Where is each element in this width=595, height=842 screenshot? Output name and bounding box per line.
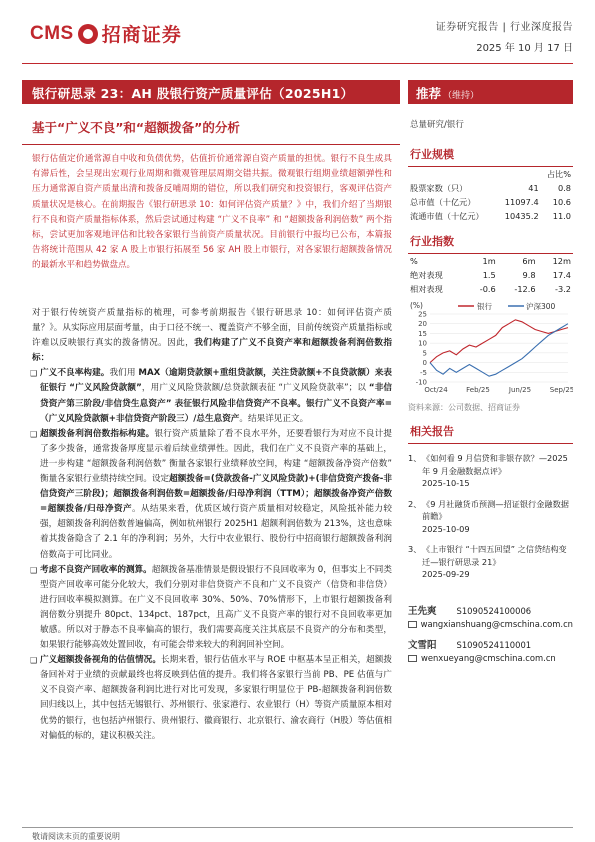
email-icon bbox=[408, 655, 417, 662]
legend-label-bank: 银行 bbox=[477, 302, 492, 311]
analyst-1: 王先爽 S1090524100006 wangxianshuang@cmschina.com.cn bbox=[408, 605, 573, 629]
industry-category: 总量研究/银行 bbox=[410, 120, 464, 130]
cms-logo bbox=[30, 20, 182, 47]
logo-emblem-icon bbox=[78, 24, 98, 44]
logo-chinese: 招商证券 bbox=[101, 24, 182, 46]
rating-badge bbox=[408, 80, 573, 104]
rating-sub: （维持） bbox=[443, 91, 480, 101]
scale-table bbox=[408, 167, 573, 223]
bullet-excess-provision: ❑ 超额拨备利润倍数指标构建。银行资产质量除了看不良水平外，还要看银行为对应不良计提了多少拨备，通常拨备厚度显示着后续业绩弹性。因此，我们在广义不良资产率的基础上，进一步构建 “超额拨备利润倍数” 衡量各家银行业绩释放空间，构建 “超额拨备净资产倍数” 衡量各家银行业绩持续空间。设定超额拨备=(贷款拨备-广义风险贷款)+(非信贷资产拨备-非信贷资产三阶段)；超额拨备利润倍数=超额拨备/归母净利润（TTM）；超额拨备净资产倍数=超额拨备/归母净资产。从结果来看，优质区域行资产质量相对较稳定，风险抵补能力较强，超额拨备利润倍数普遍偏高，例如杭州银行 2025H1 超额利润倍数为 213%，这也意味着其拨备隐含了 2.1 年的净利润；另外，大行中农业银行、股份行中招商银行超额拨备利润倍数高于可比同业。 bbox=[30, 428, 392, 560]
report-subtitle: 基于“广义不良”和“超额拨备”的分析 bbox=[32, 120, 240, 135]
table-header-row: % 1m 6m 12m bbox=[410, 256, 571, 266]
bullet-valuation: ❑ 广义超额拨备视角的估值情况。长期来看，银行估值水平与 ROE 中枢基本呈正相关，超额拨备回补对于业绩的贡献最终也将反映到估值的提升。我们将各家银行当前 PB、PE 估值与广义不良资产率、超额拨备利润比进行对比可发现，多家银行明显位于 PB-超额拨备利润倍数回归线以上，其中包括无锡银行、苏州银行、张家港行、农业银行（H）等资产质量原本相对优势的银行，也包括泸州银行、贵州银行、徽商银行、北京银行、渝农商行（H股）等估值相对偏低的标的，建议积极关注。 bbox=[30, 655, 392, 741]
industry-index-section bbox=[408, 231, 573, 296]
index-table bbox=[408, 254, 573, 296]
x-tick-label: Jun/25 bbox=[508, 386, 532, 394]
bullet-icon: ❑ bbox=[30, 565, 38, 575]
bullet-generalized-npl: ❑ 广义不良率构建。我们用 MAX（逾期贷款额+重组贷款额，关注贷款额+不良贷款额）来表征银行 “广义风险贷款额”，用广义风险贷款额/总贷款额表征 “广义风险贷款率”；以 “非信贷资产第三阶段/非信贷生息资产” 表征银行风险非信贷资产不良率。银行广义不良资产率=（广义风险贷款额+非信贷资产阶段三）/总生息资产。结果详见正文。 bbox=[30, 368, 393, 424]
index-line-chart bbox=[408, 298, 573, 396]
analyst-email[interactable]: wenxueyang@cmschina.com.cn bbox=[421, 652, 556, 663]
table-row: 绝对表现 1.5 9.8 17.4 bbox=[410, 270, 571, 280]
table-row: 股票家数（只） 41 0.8 bbox=[410, 183, 571, 193]
bullet-recovery-rate: ❑ 考虑不良资产回收率的测算。超额拨备基准情景是假设银行不良回收率为 0，但事实上不同类型资产回收率可能分化较大，我们分别对非信贷资产不良和广义不良资产（信贷和非信贷）进行回收率模拟测算。在广义不良回收率 30%、50%、70%情形下，上市银行超额拨备利润倍数分别提升 80pct、134pct、187pct，且高广义不良资产率的银行对不良回收率更加敏感。所以对于静态不良率偏高的银行，我们需要高度关注其底层不良资产的分布和类型，如果银行能够高效处置回收，有可能会带来较大的利润回补空间。 bbox=[30, 564, 392, 651]
y-tick-label: -10 bbox=[415, 378, 427, 387]
report-type: 证券研究报告 | 行业深度报告 bbox=[435, 22, 573, 33]
header-divider bbox=[22, 63, 573, 64]
y-tick-label: 15 bbox=[418, 329, 427, 338]
bullet-icon: ❑ bbox=[30, 656, 38, 666]
footer-divider bbox=[22, 827, 573, 828]
y-tick-label: -5 bbox=[420, 368, 427, 377]
related-reports-section bbox=[408, 421, 573, 581]
x-tick-label: Sep/25 bbox=[549, 386, 573, 394]
report-title: 银行研思录 23：AH 股银行资产质量评估（2025H1） bbox=[22, 80, 400, 104]
related-report-item[interactable]: 3、 《上市银行 “十四五回望” 之信贷结构变迁—银行研思录 21》 2025-09-29 bbox=[408, 544, 567, 579]
industry-scale-section bbox=[408, 144, 573, 223]
y-tick-label: 20 bbox=[418, 320, 427, 329]
y-tick-label: 5 bbox=[422, 349, 427, 358]
table-row: 占比% bbox=[546, 169, 571, 179]
bullet-icon: ❑ bbox=[30, 369, 38, 379]
logo-latin: CMS bbox=[30, 22, 74, 44]
table-row: 流通市值（十亿元） 10435.2 11.0 bbox=[410, 211, 571, 221]
report-date: 2025 年 10 月 17 日 bbox=[476, 43, 573, 54]
series-line-银行 bbox=[430, 320, 568, 363]
report-body bbox=[32, 306, 392, 744]
y-tick-label: 10 bbox=[418, 339, 427, 348]
y-tick-label: 25 bbox=[418, 310, 427, 319]
section-title-scale: 行业规模 bbox=[408, 144, 573, 167]
table-row: 总市值（十亿元） 11097.4 10.6 bbox=[410, 197, 571, 207]
rating-label: 推荐 bbox=[416, 86, 442, 101]
email-icon bbox=[408, 621, 417, 628]
chart-source: 资料来源：公司数据、招商证券 bbox=[408, 403, 520, 412]
summary-paragraph: 银行估值定价通常源自中收和负债优势，估值折价通常源自资产质量的担忧。银行不良生成具有滞后性，会呈现出宏观行业周期和微观管理层周期交错共振。微观银行组期业绩超额弹性和压力通常源自资产质量出清和拨备反哺周期的错位，所以我们研究和投资银行，客观评估资产质量状况是核心。在前期报告《银行研思录 10：如何评估资产质量？》中，我们介绍了当期银行不良和资产质量指标体系，然后尝试通过构建 “广义不良率” 和 “超额拨备利润倍数” 两个指标，尝试更加客观地评估和比较各家银行当前资产质量状况。目前银行中报均已公布，本篇报告将统计范围从 42 家 A 股上市银行拓展至 56 家 AH 股上市银行，对各家银行超额拨备情况的最新水平和趋势做盘点。 bbox=[32, 154, 392, 271]
subtitle-divider bbox=[22, 144, 400, 145]
report-header bbox=[0, 0, 595, 70]
sidebar bbox=[408, 104, 573, 665]
related-report-item[interactable]: 1、 《如何看 9 月信贷和非银存款？—2025 年 9 月金融数据点评》 2025-10-15 bbox=[408, 453, 568, 488]
table-row: 相对表现 -0.6 -12.6 -3.2 bbox=[410, 284, 571, 294]
section-title-index: 行业指数 bbox=[408, 231, 573, 254]
related-report-item[interactable]: 2、 《9 月社融货币预测—招证银行金融数据前瞻》 2025-10-09 bbox=[408, 498, 569, 534]
x-tick-label: Feb/25 bbox=[466, 386, 490, 394]
bullet-icon: ❑ bbox=[30, 429, 38, 439]
chart-legend bbox=[458, 301, 556, 311]
footer-note: 敬请阅读末页的重要说明 bbox=[32, 832, 120, 841]
chart-unit-label: (%) bbox=[410, 301, 423, 310]
y-tick-label: 0 bbox=[422, 359, 427, 368]
header-meta bbox=[436, 18, 573, 54]
analyst-email[interactable]: wangxianshuang@cmschina.com.cn bbox=[420, 618, 573, 629]
analyst-block bbox=[408, 605, 573, 665]
index-chart bbox=[408, 298, 573, 400]
x-tick-label: Oct/24 bbox=[424, 386, 448, 394]
intro-paragraph: 对于银行传统资产质量指标的梳理，可参考前期报告《银行研思录 10：如何评估资产质量？》。从实际应用层面考量，由于口径不统一、覆盖资产不够全面，目前传统资产质量指标或许难以反映银行真实的拨备情况。因此，我们构建了广义不良资产率和超额拨备利润倍数指标： bbox=[32, 308, 392, 364]
section-title-related: 相关报告 bbox=[408, 421, 573, 444]
analyst-2: 文雪阳 S1090524110001 wenxueyang@cmschina.com.cn bbox=[408, 639, 556, 663]
legend-label-index: 沪深300 bbox=[526, 302, 556, 311]
